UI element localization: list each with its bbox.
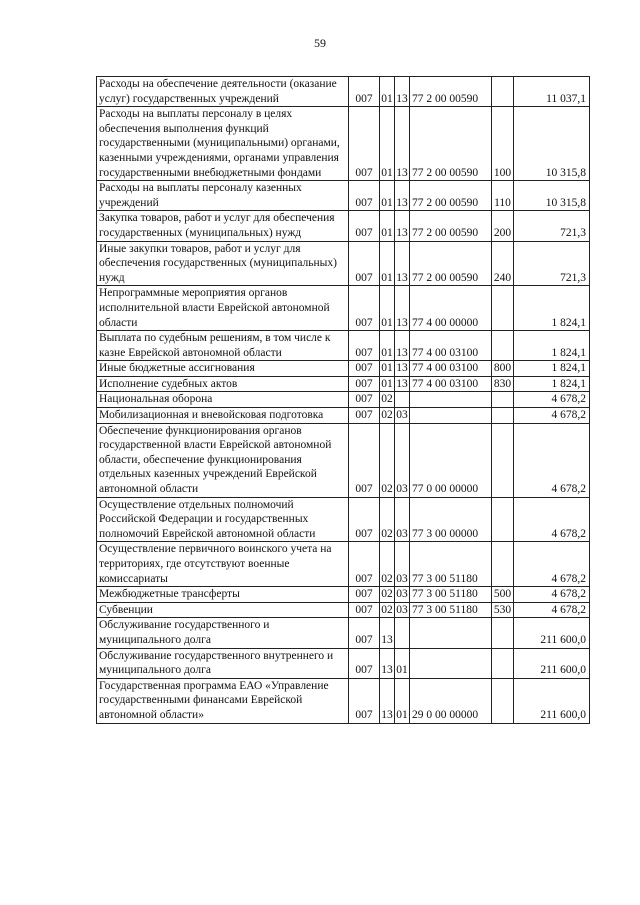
table-row	[97, 241, 590, 286]
table-row	[97, 542, 590, 587]
cell-ved: 007	[349, 286, 380, 331]
cell-pr: 03	[395, 542, 410, 587]
cell-name: Выплата по судебным решениям, в том числе к казне Еврейской автономной области	[97, 331, 349, 361]
table-row	[97, 618, 590, 648]
cell-name: Иные закупки товаров, работ и услуг для обеспечения государственных (муниципальных) нужд	[97, 241, 349, 286]
cell-ved: 007	[349, 602, 380, 618]
cell-sum: 721,3	[514, 241, 590, 286]
cell-pr: 03	[395, 408, 410, 424]
cell-rz: 01	[380, 286, 395, 331]
cell-name: Расходы на выплаты персоналу в целях обеспечения выполнения функций государственными (муниципальными) органами, казенными учреждениями, органами управления государственными внебюджетными фондами	[97, 107, 349, 181]
cell-rz: 02	[380, 408, 395, 424]
cell-name: Обслуживание государственного и муниципального долга	[97, 618, 349, 648]
cell-vr: 110	[492, 181, 514, 211]
cell-sum: 4 678,2	[514, 392, 590, 408]
cell-rz: 02	[380, 392, 395, 408]
cell-sum: 4 678,2	[514, 497, 590, 542]
cell-ved: 007	[349, 107, 380, 181]
cell-name: Расходы на обеспечение деятельности (оказание услуг) государственных учреждений	[97, 77, 349, 107]
table-row	[97, 392, 590, 408]
cell-sum: 4 678,2	[514, 602, 590, 618]
cell-sum: 10 315,8	[514, 181, 590, 211]
cell-pr: 13	[395, 211, 410, 241]
cell-pr	[395, 618, 410, 648]
cell-pr: 13	[395, 361, 410, 377]
cell-sum: 211 600,0	[514, 648, 590, 678]
cell-vr	[492, 497, 514, 542]
cell-ved: 007	[349, 181, 380, 211]
cell-sum: 1 824,1	[514, 331, 590, 361]
cell-sum: 211 600,0	[514, 678, 590, 723]
cell-rz: 01	[380, 241, 395, 286]
cell-vr: 530	[492, 602, 514, 618]
cell-pr	[395, 392, 410, 408]
table-row	[97, 408, 590, 424]
cell-ved: 007	[349, 77, 380, 107]
cell-csr: 77 3 00 51180	[410, 602, 492, 618]
cell-ved: 007	[349, 587, 380, 603]
cell-vr	[492, 542, 514, 587]
cell-pr: 13	[395, 77, 410, 107]
cell-ved: 007	[349, 361, 380, 377]
cell-rz: 01	[380, 331, 395, 361]
cell-csr: 77 2 00 00590	[410, 241, 492, 286]
cell-rz: 01	[380, 107, 395, 181]
cell-sum: 1 824,1	[514, 286, 590, 331]
cell-vr: 800	[492, 361, 514, 377]
cell-name: Иные бюджетные ассигнования	[97, 361, 349, 377]
cell-pr: 13	[395, 376, 410, 392]
cell-name: Государственная программа ЕАО «Управление государственными финансами Еврейской автономной области»	[97, 678, 349, 723]
cell-vr	[492, 286, 514, 331]
cell-vr	[492, 648, 514, 678]
cell-name: Осуществление первичного воинского учета на территориях, где отсутствуют военные комиссариаты	[97, 542, 349, 587]
cell-csr: 77 3 00 00000	[410, 497, 492, 542]
cell-sum: 1 824,1	[514, 376, 590, 392]
budget-table	[96, 76, 590, 724]
cell-ved: 007	[349, 331, 380, 361]
cell-name: Расходы на выплаты персоналу казенных учреждений	[97, 181, 349, 211]
cell-ved: 007	[349, 618, 380, 648]
table-row	[97, 77, 590, 107]
cell-csr: 77 4 00 00000	[410, 286, 492, 331]
cell-name: Мобилизационная и вневойсковая подготовка	[97, 408, 349, 424]
table-row	[97, 107, 590, 181]
cell-ved: 007	[349, 497, 380, 542]
cell-sum: 10 315,8	[514, 107, 590, 181]
cell-rz: 13	[380, 618, 395, 648]
cell-name: Исполнение судебных актов	[97, 376, 349, 392]
cell-csr	[410, 408, 492, 424]
cell-vr: 200	[492, 211, 514, 241]
cell-name: Национальная оборона	[97, 392, 349, 408]
cell-ved: 007	[349, 648, 380, 678]
cell-rz: 02	[380, 602, 395, 618]
cell-ved: 007	[349, 423, 380, 497]
cell-ved: 007	[349, 241, 380, 286]
cell-ved: 007	[349, 542, 380, 587]
cell-pr: 13	[395, 331, 410, 361]
cell-rz: 02	[380, 587, 395, 603]
cell-csr: 77 3 00 51180	[410, 542, 492, 587]
cell-csr: 77 2 00 00590	[410, 77, 492, 107]
table-row	[97, 331, 590, 361]
cell-csr: 77 3 00 51180	[410, 587, 492, 603]
cell-name: Обеспечение функционирования органов государственной власти Еврейской автономной области, обеспечение функционирования отдельных казенных учреждений Еврейской автономной области	[97, 423, 349, 497]
cell-csr	[410, 392, 492, 408]
cell-rz: 01	[380, 376, 395, 392]
cell-rz: 01	[380, 211, 395, 241]
cell-pr: 01	[395, 678, 410, 723]
cell-sum: 211 600,0	[514, 618, 590, 648]
cell-vr	[492, 408, 514, 424]
cell-csr: 77 4 00 03100	[410, 331, 492, 361]
cell-rz: 02	[380, 423, 395, 497]
table-row	[97, 602, 590, 618]
cell-rz: 01	[380, 181, 395, 211]
table-row	[97, 587, 590, 603]
cell-vr: 240	[492, 241, 514, 286]
cell-csr: 77 0 00 00000	[410, 423, 492, 497]
cell-csr: 77 2 00 00590	[410, 107, 492, 181]
table-row	[97, 497, 590, 542]
cell-ved: 007	[349, 408, 380, 424]
cell-pr: 13	[395, 241, 410, 286]
cell-sum: 4 678,2	[514, 587, 590, 603]
cell-vr: 500	[492, 587, 514, 603]
cell-pr: 03	[395, 423, 410, 497]
cell-vr: 830	[492, 376, 514, 392]
cell-csr	[410, 648, 492, 678]
cell-csr: 29 0 00 00000	[410, 678, 492, 723]
cell-vr	[492, 331, 514, 361]
cell-csr	[410, 618, 492, 648]
cell-name: Закупка товаров, работ и услуг для обеспечения государственных (муниципальных) нужд	[97, 211, 349, 241]
table-row	[97, 648, 590, 678]
cell-vr	[492, 678, 514, 723]
table-row	[97, 678, 590, 723]
cell-name: Обслуживание государственного внутреннего и муниципального долга	[97, 648, 349, 678]
cell-sum: 1 824,1	[514, 361, 590, 377]
cell-vr	[492, 77, 514, 107]
table-row	[97, 286, 590, 331]
cell-rz: 02	[380, 497, 395, 542]
table-row	[97, 423, 590, 497]
cell-csr: 77 2 00 00590	[410, 211, 492, 241]
cell-sum: 4 678,2	[514, 423, 590, 497]
cell-vr	[492, 618, 514, 648]
cell-pr: 13	[395, 286, 410, 331]
cell-sum: 11 037,1	[514, 77, 590, 107]
cell-rz: 01	[380, 361, 395, 377]
table-row	[97, 181, 590, 211]
page-number: 59	[314, 36, 326, 50]
cell-csr: 77 4 00 03100	[410, 361, 492, 377]
cell-pr: 01	[395, 648, 410, 678]
cell-pr: 03	[395, 587, 410, 603]
cell-ved: 007	[349, 211, 380, 241]
cell-ved: 007	[349, 678, 380, 723]
cell-vr	[492, 392, 514, 408]
cell-pr: 03	[395, 602, 410, 618]
cell-ved: 007	[349, 392, 380, 408]
cell-pr: 13	[395, 181, 410, 211]
cell-pr: 13	[395, 107, 410, 181]
cell-vr	[492, 423, 514, 497]
table-row	[97, 211, 590, 241]
cell-rz: 13	[380, 678, 395, 723]
cell-sum: 4 678,2	[514, 408, 590, 424]
cell-sum: 721,3	[514, 211, 590, 241]
table-row	[97, 361, 590, 377]
cell-csr: 77 4 00 03100	[410, 376, 492, 392]
table-row	[97, 376, 590, 392]
cell-name: Непрограммные мероприятия органов исполнительной власти Еврейской автономной области	[97, 286, 349, 331]
cell-rz: 02	[380, 542, 395, 587]
cell-name: Осуществление отдельных полномочий Российской Федерации и государственных полномочий Еврейской автономной области	[97, 497, 349, 542]
budget-table-body	[97, 77, 590, 724]
cell-sum: 4 678,2	[514, 542, 590, 587]
cell-rz: 13	[380, 648, 395, 678]
cell-csr: 77 2 00 00590	[410, 181, 492, 211]
cell-name: Субвенции	[97, 602, 349, 618]
cell-pr: 03	[395, 497, 410, 542]
cell-name: Межбюджетные трансферты	[97, 587, 349, 603]
cell-ved: 007	[349, 376, 380, 392]
cell-rz: 01	[380, 77, 395, 107]
cell-vr: 100	[492, 107, 514, 181]
